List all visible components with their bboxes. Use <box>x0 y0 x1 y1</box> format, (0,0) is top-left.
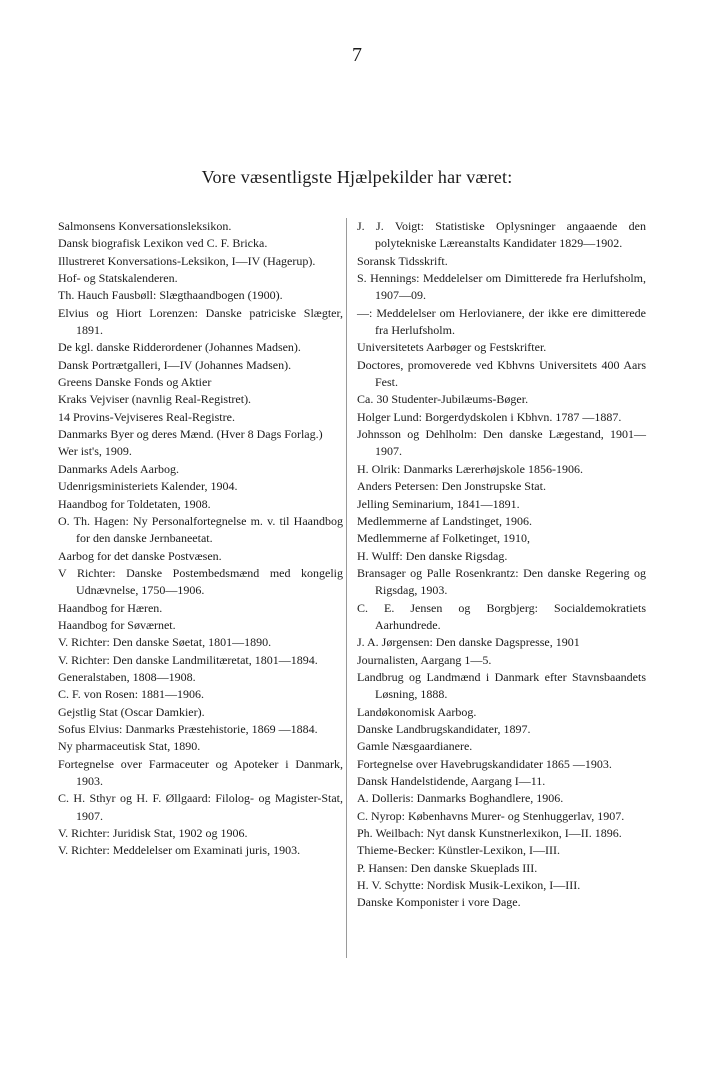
right-column <box>357 218 646 912</box>
bibliography-entry: J. A. Jørgensen: Den danske Dagspresse, 1901 <box>357 635 580 650</box>
bibliography-entry: Generalstaben, 1808—1908. <box>58 669 196 684</box>
bibliography-entry: 14 Provins-Vejviseres Real-Registre. <box>58 409 235 424</box>
bibliography-entry: H. Olrik: Danmarks Lærerhøjskole 1856-1906. <box>357 461 583 476</box>
bibliography-entry: Ca. 30 Studenter-Jubilæums-Bøger. <box>357 392 529 407</box>
bibliography-entry: Danmarks Adels Aarbog. <box>58 461 179 476</box>
page-heading: Vore væsentligste Hjælpekilder har været: <box>201 167 513 187</box>
bibliography-entry: Wer ist's, 1909. <box>58 444 132 459</box>
bibliography-entry: Journalisten, Aargang 1—5. <box>357 652 492 667</box>
bibliography-entry: Dansk Portrætgalleri, I—IV (Johannes Madsen). <box>58 357 292 372</box>
bibliography-entry: J. J. Voigt: Statistiske Oplysninger angaaende den polytekniske Læreanstalts Kandidater 1829—1902. <box>357 219 646 251</box>
bibliography-entry: V. Richter: Juridisk Stat, 1902 og 1906. <box>58 826 248 841</box>
bibliography-entry: Thieme-Becker: Künstler-Lexikon, I—III. <box>357 843 561 858</box>
bibliography-entry: H. V. Schytte: Nordisk Musik-Lexikon, I—III. <box>357 878 581 893</box>
bibliography-entry: Haandbog for Hæren. <box>58 600 163 615</box>
bibliography-entry: Sofus Elvius: Danmarks Præstehistorie, 1869 —1884. <box>58 721 318 736</box>
bibliography-entry: Anders Petersen: Den Jonstrupske Stat. <box>357 479 546 494</box>
bibliography-entry: Gejstlig Stat (Oscar Damkier). <box>58 704 205 719</box>
bibliography-entry: Haandbog for Søværnet. <box>58 617 176 632</box>
bibliography-entry: Elvius og Hiort Lorenzen: Danske patriciske Slægter, 1891. <box>58 305 343 338</box>
bibliography-entry: C. F. von Rosen: 1881—1906. <box>58 687 205 702</box>
bibliography-entry: Universitetets Aarbøger og Festskrifter. <box>357 340 547 355</box>
bibliography-entry: Landøkonomisk Aarbog. <box>357 704 477 719</box>
bibliography-entry: V Richter: Danske Postembedsmænd med kongelig Udnævnelse, 1750—1906. <box>58 565 343 598</box>
bibliography-entry: Dansk biografisk Lexikon ved C. F. Bricka. <box>58 236 268 251</box>
bibliography-entry: Danske Landbrugskandidater, 1897. <box>357 721 531 736</box>
bibliography-entry: Fortegnelse over Havebrugskandidater 1865 —1903. <box>357 756 612 771</box>
bibliography-entry: Johnsson og Dehlholm: Den danske Lægestand, 1901—1907. <box>357 427 646 459</box>
bibliography-entry: Kraks Vejviser (navnlig Real-Registret). <box>58 392 252 407</box>
bibliography-entry: O. Th. Hagen: Ny Personalfortegnelse m. v. til Haandbog for den danske Jernbaneetat. <box>58 513 343 546</box>
bibliography-entry: —: Meddelelser om Herlovianere, der ikke ere dimitterede fra Herlufsholm. <box>357 305 646 338</box>
bibliography-entry: Gamle Næsgaardianere. <box>357 739 473 754</box>
bibliography-entry: C. E. Jensen og Borgbjerg: Socialdemokratiets Aarhundrede. <box>357 600 646 632</box>
bibliography-entry: Jelling Seminarium, 1841—1891. <box>357 496 520 511</box>
bibliography-entry: Fortegnelse over Farmaceuter og Apoteker i Danmark, 1903. <box>58 756 343 788</box>
bibliography-entry: Hof- og Statskalenderen. <box>58 271 178 286</box>
bibliography-entry: Aarbog for det danske Postvæsen. <box>58 548 222 563</box>
bibliography-entry: V. Richter: Den danske Søetat, 1801—1890. <box>58 635 272 650</box>
bibliography-entry: De kgl. danske Ridderordener (Johannes Madsen). <box>58 340 301 355</box>
bibliography-entry: Ph. Weilbach: Nyt dansk Kunstnerlexikon, I—II. 1896. <box>357 826 622 841</box>
bibliography-entry: Dansk Handelstidende, Aargang I—11. <box>357 774 546 788</box>
bibliography-entry: Ny pharmaceutisk Stat, 1890. <box>58 739 201 754</box>
bibliography-entry: H. Wulff: Den danske Rigsdag. <box>357 548 508 563</box>
bibliography-entry: V. Richter: Meddelelser om Examinati juris, 1903. <box>58 843 301 858</box>
bibliography-entry: Th. Hauch Fausbøll: Slægthaandbogen (1900). <box>58 288 283 303</box>
page-number: 7 <box>352 44 362 66</box>
bibliography-entry: Landbrug og Landmænd i Danmark efter Stavnsbaandets Løsning, 1888. <box>357 669 646 702</box>
bibliography-entry: Danske Komponister i vore Dage. <box>357 895 521 910</box>
bibliography-entry: Haandbog for Toldetaten, 1908. <box>58 496 211 511</box>
bibliography-entry: Udenrigsministeriets Kalender, 1904. <box>58 479 238 494</box>
bibliography-entry: C. Nyrop: Københavns Murer- og Stenhuggerlav, 1907. <box>357 808 625 823</box>
column-divider <box>346 218 347 958</box>
bibliography-entry: A. Dolleris: Danmarks Boghandlere, 1906. <box>357 791 564 806</box>
bibliography-entry: Greens Danske Fonds og Aktier <box>58 375 212 390</box>
bibliography-entry: Bransager og Palle Rosenkrantz: Den danske Regering og Rigsdag, 1903. <box>357 565 646 598</box>
bibliography-entry: S. Hennings: Meddelelser om Dimitterede fra Herlufsholm, 1907—09. <box>357 271 646 303</box>
bibliography-entry: Holger Lund: Borgerdydskolen i Kbhvn. 1787 —1887. <box>357 409 622 424</box>
bibliography-entry: Doctores, promoverede ved Kbhvns Universitets 400 Aars Fest. <box>357 357 646 390</box>
bibliography-entry: Illustreret Konversations-Leksikon, I—IV (Hagerup). <box>58 253 316 268</box>
bibliography-entry: Soransk Tidsskrift. <box>357 253 448 268</box>
bibliography-entry: P. Hansen: Den danske Skueplads III. <box>357 860 538 875</box>
bibliography-entry: Salmonsens Konversationsleksikon. <box>58 219 232 233</box>
bibliography-entry: Danmarks Byer og deres Mænd. (Hver 8 Dags Forlag.) <box>58 427 323 442</box>
bibliography-entry: V. Richter: Den danske Landmilitæretat, 1801—1894. <box>58 652 318 667</box>
bibliography-entry: Medlemmerne af Folketinget, 1910, <box>357 531 530 546</box>
bibliography-entry: C. H. Sthyr og H. F. Øllgaard: Filolog- og Magister-Stat, 1907. <box>58 791 343 823</box>
left-column <box>58 218 343 860</box>
bibliography-entry: Medlemmerne af Landstinget, 1906. <box>357 513 532 528</box>
